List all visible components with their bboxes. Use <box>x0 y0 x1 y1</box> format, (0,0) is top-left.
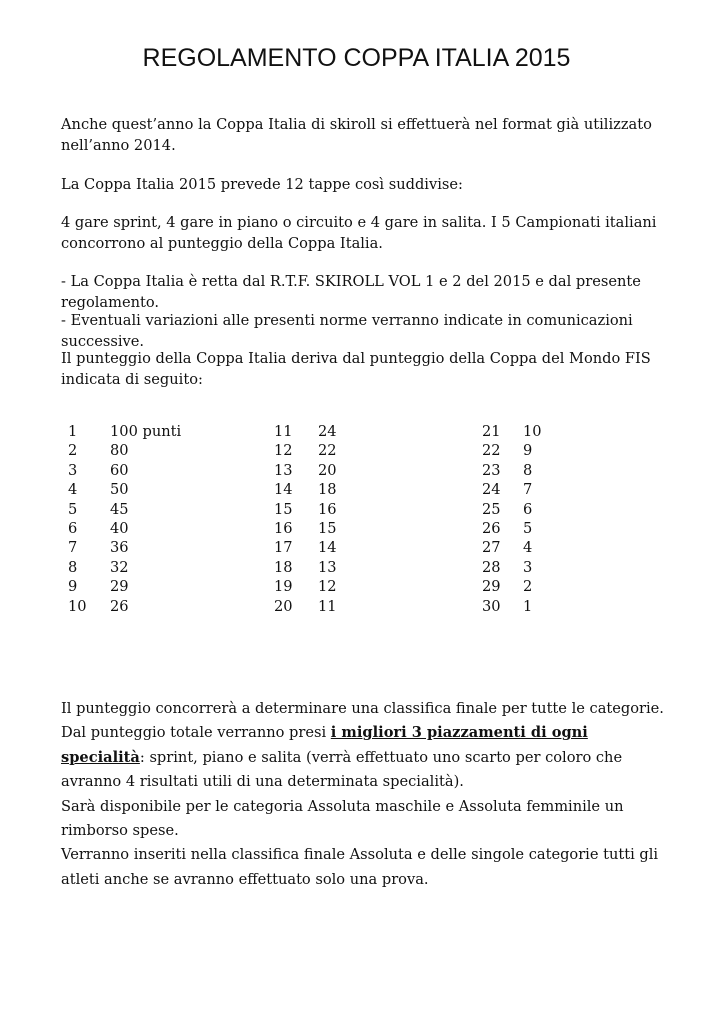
points-table-row <box>68 539 563 558</box>
paragraph-scoring: Il punteggio della Coppa Italia deriva dal punteggio della Coppa del Mondo FIS indicata di seguito: <box>61 350 651 388</box>
rank-cell: 5 <box>68 500 78 518</box>
paragraph-variations: - Eventuali variazioni alle presenti norme verranno indicate in comunicazioni successive. <box>61 312 633 350</box>
points-cell: 2 <box>523 578 533 596</box>
points-table-row <box>68 423 563 442</box>
paragraph-rules: - La Coppa Italia è retta dal R.T.F. SKIROLL VOL 1 e 2 del 2015 e dal presente regolamento. <box>61 273 641 311</box>
points-cell: 32 <box>110 558 129 576</box>
points-table <box>68 423 563 617</box>
rank-cell: 9 <box>68 578 78 596</box>
rank-cell: 23 <box>482 461 501 479</box>
final-rules-line: Sarà disponibile per le categoria Assoluta maschile e Assoluta femminile un rimborso spese. <box>61 797 624 840</box>
points-cell: 29 <box>110 578 129 596</box>
points-cell: 16 <box>318 500 337 518</box>
rank-cell: 18 <box>274 558 293 576</box>
points-cell: 14 <box>318 539 337 557</box>
rank-cell: 2 <box>68 442 78 460</box>
points-cell: 11 <box>318 597 337 615</box>
document-title-text: REGOLAMENTO COPPA ITALIA 2015 <box>142 44 571 72</box>
points-cell: 10 <box>523 423 542 440</box>
rank-cell: 6 <box>68 519 78 537</box>
final-rules-line: Il punteggio concorrerà a determinare una classifica finale per tutte le categorie. <box>61 700 664 717</box>
points-table-row <box>68 481 563 500</box>
points-cell: 6 <box>523 500 533 518</box>
rank-cell: 21 <box>482 423 501 440</box>
points-cell: 22 <box>318 442 337 460</box>
paragraph-race-types: 4 gare sprint, 4 gare in piano o circuito e 4 gare in salita. I 5 Campionati italiani concorrono al punteggio della Coppa Italia. <box>61 214 657 252</box>
points-cell: 100 punti <box>110 423 182 440</box>
points-cell: 36 <box>110 539 129 557</box>
rank-cell: 10 <box>68 597 87 615</box>
final-rules-text: : sprint, piano e salita (verrà effettuato uno scarto per coloro che avranno 4 risultati utili di una determinata specialità). <box>61 748 623 791</box>
paragraph-intro: Anche quest’anno la Coppa Italia di skiroll si effettuerà nel format già utilizzato nell’anno 2014. <box>61 116 652 154</box>
rank-cell: 20 <box>274 597 293 615</box>
points-cell: 4 <box>523 539 533 557</box>
points-table-body <box>68 423 563 617</box>
points-table-row <box>68 559 563 578</box>
points-table-row <box>68 598 563 617</box>
rank-cell: 13 <box>274 461 293 479</box>
rank-cell: 19 <box>274 578 293 596</box>
final-rules-best-results <box>61 721 673 794</box>
points-table-row <box>68 520 563 539</box>
paragraph-stages: La Coppa Italia 2015 prevede 12 tappe così suddivise: <box>61 176 463 193</box>
points-cell: 8 <box>523 461 533 479</box>
rank-cell: 12 <box>274 442 293 460</box>
final-rules <box>61 697 673 892</box>
rank-cell: 17 <box>274 539 293 557</box>
points-cell: 1 <box>523 597 533 615</box>
final-rules-text: Dal punteggio totale verranno presi <box>61 724 331 742</box>
document-title <box>0 44 725 73</box>
rank-cell: 3 <box>68 461 78 479</box>
rank-cell: 30 <box>482 597 501 615</box>
points-cell: 45 <box>110 500 129 518</box>
points-cell: 40 <box>110 519 129 537</box>
points-cell: 80 <box>110 442 129 460</box>
points-cell: 7 <box>523 481 533 499</box>
points-cell: 26 <box>110 597 129 615</box>
rank-cell: 14 <box>274 481 293 499</box>
points-cell: 18 <box>318 481 337 499</box>
rank-cell: 16 <box>274 519 293 537</box>
rank-cell: 28 <box>482 558 501 576</box>
rank-cell: 11 <box>274 423 293 440</box>
rank-cell: 25 <box>482 500 501 518</box>
points-table-row <box>68 462 563 481</box>
rank-cell: 15 <box>274 500 293 518</box>
points-cell: 60 <box>110 461 129 479</box>
points-cell: 12 <box>318 578 337 596</box>
rank-cell: 27 <box>482 539 501 557</box>
rank-cell: 7 <box>68 539 78 557</box>
rank-cell: 8 <box>68 558 78 576</box>
points-table-row <box>68 442 563 461</box>
rank-cell: 26 <box>482 519 501 537</box>
points-table-row <box>68 578 563 597</box>
points-cell: 20 <box>318 461 337 479</box>
points-cell: 15 <box>318 519 337 537</box>
rank-cell: 29 <box>482 578 501 596</box>
points-cell: 24 <box>318 423 337 440</box>
points-cell: 5 <box>523 519 533 537</box>
points-cell: 50 <box>110 481 129 499</box>
final-rules-emphasis: i migliori 3 piazzamenti di ogni specialità <box>61 724 588 766</box>
points-cell: 13 <box>318 558 337 576</box>
rank-cell: 1 <box>68 423 78 440</box>
rank-cell: 24 <box>482 481 501 499</box>
rank-cell: 4 <box>68 481 78 499</box>
final-rules-line: Verranno inseriti nella classifica finale Assoluta e delle singole categorie tutti gli atleti anche se avranno effettuato solo una prova. <box>61 846 659 888</box>
points-cell: 3 <box>523 558 533 576</box>
points-table-row <box>68 501 563 520</box>
points-cell: 9 <box>523 442 533 460</box>
rank-cell: 22 <box>482 442 501 460</box>
